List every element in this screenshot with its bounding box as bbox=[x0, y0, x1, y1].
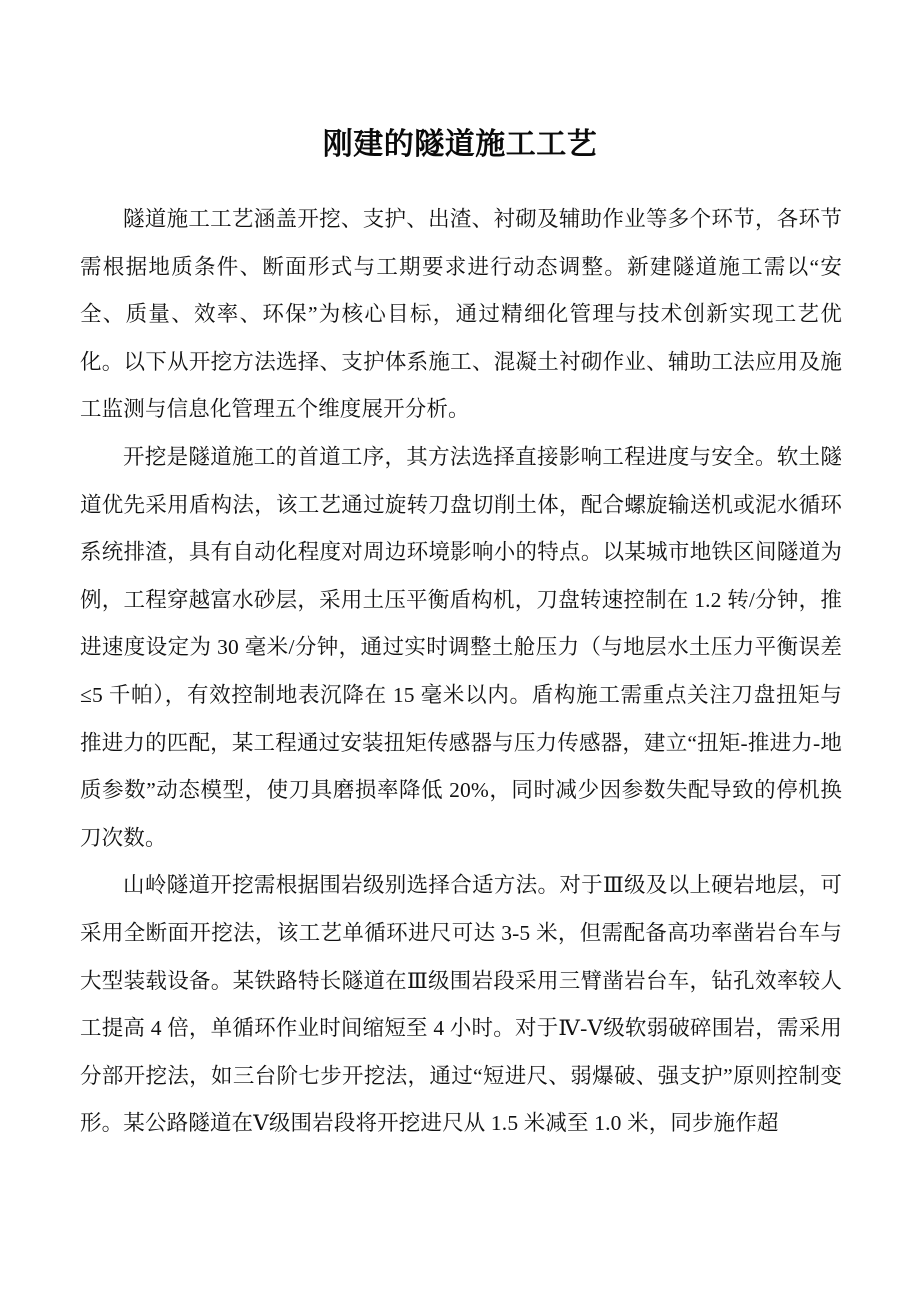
paragraph-2: 开挖是隧道施工的首道工序，其方法选择直接影响工程进度与安全。软土隧道优先采用盾构法，该工艺通过旋转刀盘切削土体，配合螺旋输送机或泥水循环系统排渣，具有自动化程度对周边环境影响小的特点。以某城市地铁区间隧道为例，工程穿越富水砂层，采用土压平衡盾构机，刀盘转速控制在 1.2 转/分钟，推进速度设定为 30 毫米/分钟，通过实时调整土舱压力（与地层水土压力平衡误差≤5 千帕），有效控制地表沉降在 15 毫米以内。盾构施工需重点关注刀盘扭矩与推进力的匹配，某工程通过安装扭矩传感器与压力传感器，建立“扭矩-推进力-地质参数”动态模型，使刀具磨损率降低 20%，同时减少因参数失配导致的停机换刀次数。 bbox=[80, 444, 842, 850]
page-title: 刚建的隧道施工工艺 bbox=[322, 127, 598, 162]
paragraph-3: 山岭隧道开挖需根据围岩级别选择合适方法。对于Ⅲ级及以上硬岩地层，可采用全断面开挖法，该工艺单循环进尺可达 3-5 米，但需配备高功率凿岩台车与大型装载设备。某铁路特长隧道在Ⅲ级围岩段采用三臂凿岩台车，钻孔效率较人工提高 4 倍，单循环作业时间缩短至 4 小时。对于Ⅳ-Ⅴ级软弱破碎围岩，需采用分部开挖法，如三台阶七步开挖法，通过“短进尺、弱爆破、强支护”原则控制变形。某公路隧道在Ⅴ级围岩段将开挖进尺从 1.5 米减至 1.0 米，同步施作超 bbox=[80, 873, 842, 1136]
paragraph-1: 隧道施工工艺涵盖开挖、支护、出渣、衬砌及辅助作业等多个环节，各环节需根据地质条件、断面形式与工期要求进行动态调整。新建隧道施工需以“安全、质量、效率、环保”为核心目标，通过精细化管理与技术创新实现工艺优化。以下从开挖方法选择、支护体系施工、混凝土衬砌作业、辅助工法应用及施工监测与信息化管理五个维度展开分析。 bbox=[80, 207, 842, 422]
document-body bbox=[80, 196, 842, 1148]
